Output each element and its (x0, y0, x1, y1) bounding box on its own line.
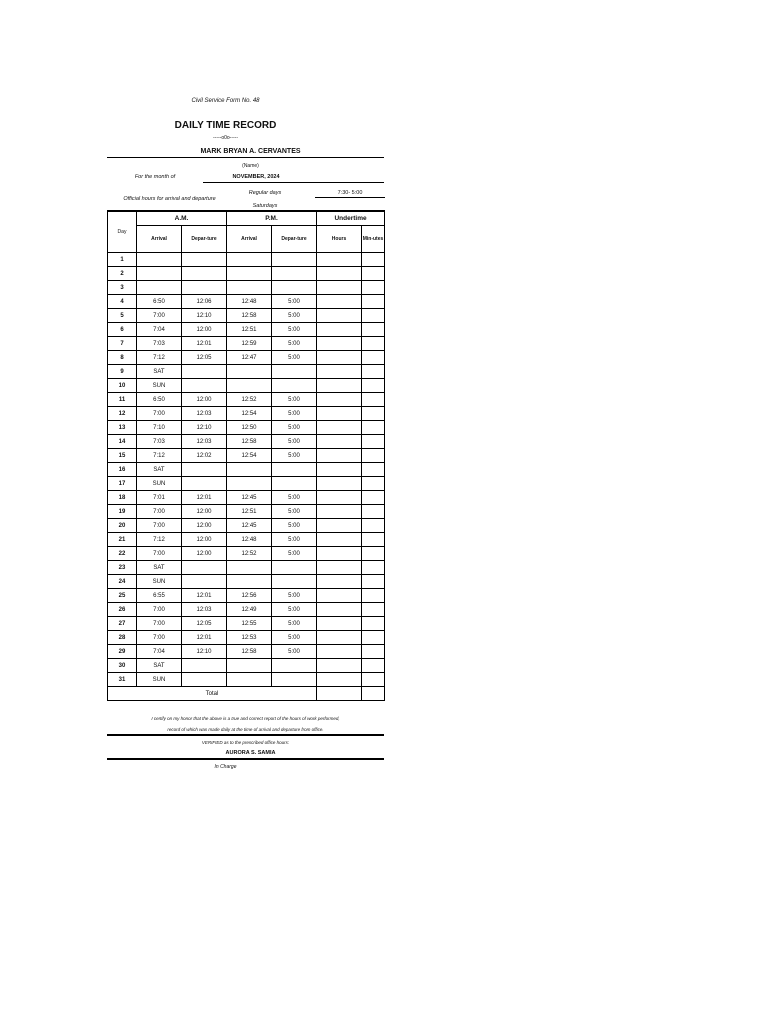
table-row (108, 379, 385, 393)
day-cell: 28 (108, 631, 137, 645)
table-row (108, 323, 385, 337)
certification-text-2: record of which was made daily at the time of arrival and departure from office. (167, 727, 324, 732)
am-departure-cell: 12:10 (182, 645, 227, 659)
undertime-hours-cell (317, 253, 362, 267)
pm-arrival-cell: 12:51 (227, 505, 272, 519)
undertime-hours-cell (317, 533, 362, 547)
table-row (108, 673, 385, 687)
day-cell: 10 (108, 379, 137, 393)
undertime-hours-cell (317, 407, 362, 421)
day-cell: 29 (108, 645, 137, 659)
pm-arrival-cell: 12:54 (227, 449, 272, 463)
pm-departure-cell: 5:00 (272, 533, 317, 547)
table-row (108, 603, 385, 617)
table-row (108, 477, 385, 491)
day-cell: 5 (108, 309, 137, 323)
am-departure-cell: 12:00 (182, 505, 227, 519)
undertime-minutes-cell (362, 463, 385, 477)
am-departure-cell: 12:01 (182, 589, 227, 603)
am-departure-cell: 12:00 (182, 547, 227, 561)
am-arrival-cell: 7:00 (137, 309, 182, 323)
am-arrival-cell: SUN (137, 575, 182, 589)
in-charge-line (107, 758, 384, 760)
table-row (108, 365, 385, 379)
day-cell: 21 (108, 533, 137, 547)
month-value: NOVEMBER, 2024 (232, 174, 280, 180)
am-arrival-cell: 7:04 (137, 645, 182, 659)
pm-arrival-cell: 12:56 (227, 589, 272, 603)
pm-arrival-cell (227, 365, 272, 379)
am-departure-cell: 12:00 (182, 393, 227, 407)
am-arrival-cell: 7:01 (137, 491, 182, 505)
pm-departure-cell: 5:00 (272, 603, 317, 617)
am-departure-cell: 12:01 (182, 631, 227, 645)
undertime-hours-cell (317, 463, 362, 477)
am-departure-cell (182, 477, 227, 491)
undertime-hours-cell (317, 379, 362, 393)
undertime-hours-cell (317, 673, 362, 687)
pm-arrival-cell: 12:59 (227, 337, 272, 351)
day-cell: 23 (108, 561, 137, 575)
am-departure-cell (182, 561, 227, 575)
day-cell: 20 (108, 519, 137, 533)
am-departure-cell: 12:05 (182, 617, 227, 631)
undertime-header: Undertime (317, 211, 385, 226)
undertime-hours-cell (317, 281, 362, 295)
day-cell: 30 (108, 659, 137, 673)
total-label: Total (108, 687, 317, 701)
undertime-hours-cell (317, 337, 362, 351)
undertime-hours-cell (317, 659, 362, 673)
table-row (108, 267, 385, 281)
undertime-minutes-cell (362, 393, 385, 407)
undertime-hours-cell (317, 617, 362, 631)
day-cell: 2 (108, 267, 137, 281)
pm-departure-cell: 5:00 (272, 295, 317, 309)
am-departure-cell: 12:03 (182, 407, 227, 421)
pm-departure-cell: 5:00 (272, 645, 317, 659)
pm-arrival-cell: 12:45 (227, 519, 272, 533)
am-arrival-cell (137, 253, 182, 267)
table-row (108, 589, 385, 603)
day-cell: 15 (108, 449, 137, 463)
table-row (108, 519, 385, 533)
am-departure-cell: 12:00 (182, 323, 227, 337)
am-arrival-cell: 7:03 (137, 337, 182, 351)
table-row (108, 407, 385, 421)
table-row (108, 309, 385, 323)
table-row (108, 351, 385, 365)
day-cell: 9 (108, 365, 137, 379)
time-record-rows (108, 253, 385, 687)
am-arrival-cell (137, 281, 182, 295)
undertime-hours-cell (317, 295, 362, 309)
am-departure-cell: 12:03 (182, 603, 227, 617)
day-cell: 4 (108, 295, 137, 309)
pm-departure-cell (272, 575, 317, 589)
undertime-minutes-header: Min-utes (362, 226, 385, 253)
undertime-hours-header: Hours (317, 226, 362, 253)
undertime-hours-cell (317, 449, 362, 463)
month-label: For the month of (134, 174, 176, 180)
undertime-minutes-cell (362, 365, 385, 379)
form-number: Civil Service Form No. 48 (191, 98, 260, 104)
am-arrival-cell: 7:00 (137, 505, 182, 519)
title-divider: -----o0o----- (213, 135, 238, 141)
undertime-minutes-cell (362, 631, 385, 645)
undertime-minutes-cell (362, 491, 385, 505)
am-departure-header: Depar-ture (182, 226, 227, 253)
undertime-minutes-cell (362, 519, 385, 533)
am-arrival-cell: 7:10 (137, 421, 182, 435)
pm-departure-cell (272, 253, 317, 267)
undertime-minutes-cell (362, 295, 385, 309)
am-header: A.M. (137, 211, 227, 226)
table-row (108, 463, 385, 477)
undertime-hours-cell (317, 547, 362, 561)
pm-arrival-cell (227, 253, 272, 267)
pm-departure-cell (272, 267, 317, 281)
pm-departure-cell (272, 659, 317, 673)
undertime-minutes-cell (362, 673, 385, 687)
undertime-minutes-cell (362, 533, 385, 547)
pm-arrival-cell: 12:52 (227, 547, 272, 561)
pm-departure-cell: 5:00 (272, 491, 317, 505)
undertime-hours-cell (317, 309, 362, 323)
undertime-hours-cell (317, 267, 362, 281)
am-arrival-cell: SAT (137, 365, 182, 379)
am-arrival-cell: SUN (137, 673, 182, 687)
undertime-minutes-cell (362, 435, 385, 449)
am-departure-cell: 12:10 (182, 309, 227, 323)
pm-departure-cell (272, 281, 317, 295)
undertime-hours-cell (317, 575, 362, 589)
official-hours-label: Official hours for arrival and departure (123, 196, 216, 202)
table-row (108, 631, 385, 645)
pm-arrival-cell: 12:48 (227, 533, 272, 547)
undertime-minutes-cell (362, 477, 385, 491)
undertime-hours-cell (317, 519, 362, 533)
day-cell: 13 (108, 421, 137, 435)
name-underline (107, 157, 384, 158)
pm-arrival-cell (227, 673, 272, 687)
table-row (108, 435, 385, 449)
name-caption: (Name) (242, 163, 259, 169)
am-departure-cell (182, 463, 227, 477)
table-row (108, 561, 385, 575)
am-departure-cell: 12:01 (182, 337, 227, 351)
employee-name: MARK BRYAN A. CERVANTES (200, 148, 301, 155)
undertime-minutes-cell (362, 379, 385, 393)
table-row (108, 659, 385, 673)
in-charge-name: AURORA S. SAMIA (225, 750, 276, 756)
undertime-minutes-cell (362, 281, 385, 295)
am-departure-cell (182, 659, 227, 673)
pm-departure-cell (272, 673, 317, 687)
am-departure-cell: 12:10 (182, 421, 227, 435)
am-arrival-cell: 7:12 (137, 533, 182, 547)
am-departure-cell: 12:00 (182, 533, 227, 547)
pm-departure-cell: 5:00 (272, 617, 317, 631)
am-arrival-cell: 7:12 (137, 449, 182, 463)
undertime-hours-cell (317, 491, 362, 505)
undertime-hours-cell (317, 631, 362, 645)
am-arrival-cell: SUN (137, 477, 182, 491)
pm-departure-cell: 5:00 (272, 393, 317, 407)
am-departure-cell (182, 267, 227, 281)
day-cell: 1 (108, 253, 137, 267)
table-row (108, 617, 385, 631)
am-arrival-cell: SAT (137, 561, 182, 575)
pm-arrival-cell: 12:53 (227, 631, 272, 645)
pm-arrival-cell (227, 659, 272, 673)
undertime-hours-cell (317, 435, 362, 449)
day-cell: 19 (108, 505, 137, 519)
am-departure-cell (182, 281, 227, 295)
pm-departure-cell: 5:00 (272, 519, 317, 533)
undertime-minutes-cell (362, 659, 385, 673)
day-cell: 22 (108, 547, 137, 561)
pm-arrival-cell: 12:47 (227, 351, 272, 365)
pm-departure-cell: 5:00 (272, 323, 317, 337)
am-arrival-cell: 7:00 (137, 519, 182, 533)
undertime-hours-cell (317, 505, 362, 519)
undertime-minutes-cell (362, 603, 385, 617)
am-arrival-cell: SAT (137, 463, 182, 477)
time-record-table (107, 210, 385, 701)
pm-arrival-cell (227, 379, 272, 393)
pm-arrival-cell: 12:58 (227, 645, 272, 659)
regular-days-underline (315, 197, 385, 198)
pm-departure-cell: 5:00 (272, 589, 317, 603)
pm-departure-cell: 5:00 (272, 435, 317, 449)
day-header: Day (108, 211, 137, 253)
am-arrival-cell: 7:00 (137, 603, 182, 617)
pm-arrival-cell (227, 561, 272, 575)
signature-line (107, 734, 384, 736)
am-arrival-cell: 6:50 (137, 295, 182, 309)
day-cell: 18 (108, 491, 137, 505)
undertime-hours-cell (317, 393, 362, 407)
undertime-minutes-cell (362, 575, 385, 589)
table-row (108, 421, 385, 435)
day-cell: 27 (108, 617, 137, 631)
pm-departure-cell: 5:00 (272, 337, 317, 351)
table-row (108, 449, 385, 463)
pm-arrival-cell (227, 477, 272, 491)
pm-arrival-cell (227, 575, 272, 589)
pm-arrival-cell: 12:50 (227, 421, 272, 435)
certification-text: I certify on my honor that the above is a true and correct report of the hours of work performed, (151, 716, 340, 721)
day-cell: 24 (108, 575, 137, 589)
undertime-minutes-cell (362, 617, 385, 631)
day-cell: 12 (108, 407, 137, 421)
total-hours-cell (317, 687, 362, 701)
day-cell: 26 (108, 603, 137, 617)
am-arrival-cell: 7:04 (137, 323, 182, 337)
pm-arrival-cell: 12:48 (227, 295, 272, 309)
pm-departure-cell: 5:00 (272, 421, 317, 435)
pm-departure-cell (272, 365, 317, 379)
undertime-hours-cell (317, 561, 362, 575)
in-charge-caption: In Charge (214, 764, 237, 770)
day-cell: 16 (108, 463, 137, 477)
pm-departure-cell: 5:00 (272, 631, 317, 645)
am-departure-cell: 12:06 (182, 295, 227, 309)
total-minutes-cell (362, 687, 385, 701)
undertime-minutes-cell (362, 645, 385, 659)
pm-departure-cell: 5:00 (272, 351, 317, 365)
pm-header: P.M. (227, 211, 317, 226)
undertime-minutes-cell (362, 561, 385, 575)
pm-arrival-header: Arrival (227, 226, 272, 253)
table-row (108, 281, 385, 295)
regular-days-value: 7:30- 5:00 (337, 190, 363, 196)
pm-departure-cell: 5:00 (272, 547, 317, 561)
pm-departure-header: Depar-ture (272, 226, 317, 253)
undertime-minutes-cell (362, 449, 385, 463)
am-arrival-cell (137, 267, 182, 281)
am-departure-cell (182, 379, 227, 393)
pm-arrival-cell: 12:52 (227, 393, 272, 407)
undertime-minutes-cell (362, 407, 385, 421)
day-cell: 25 (108, 589, 137, 603)
undertime-hours-cell (317, 645, 362, 659)
undertime-hours-cell (317, 351, 362, 365)
am-departure-cell: 12:05 (182, 351, 227, 365)
pm-departure-cell: 5:00 (272, 407, 317, 421)
pm-arrival-cell (227, 463, 272, 477)
am-departure-cell: 12:01 (182, 491, 227, 505)
pm-departure-cell (272, 463, 317, 477)
undertime-minutes-cell (362, 589, 385, 603)
am-departure-cell (182, 673, 227, 687)
pm-arrival-cell: 12:58 (227, 309, 272, 323)
table-row (108, 253, 385, 267)
am-departure-cell: 12:02 (182, 449, 227, 463)
undertime-minutes-cell (362, 309, 385, 323)
table-row (108, 393, 385, 407)
am-departure-cell: 12:00 (182, 519, 227, 533)
page-title: DAILY TIME RECORD (174, 120, 277, 131)
day-cell: 31 (108, 673, 137, 687)
table-row (108, 533, 385, 547)
pm-departure-cell (272, 379, 317, 393)
pm-departure-cell: 5:00 (272, 309, 317, 323)
day-cell: 8 (108, 351, 137, 365)
day-cell: 14 (108, 435, 137, 449)
pm-departure-cell: 5:00 (272, 449, 317, 463)
pm-departure-cell (272, 561, 317, 575)
am-arrival-cell: 7:00 (137, 547, 182, 561)
day-cell: 11 (108, 393, 137, 407)
pm-arrival-cell: 12:51 (227, 323, 272, 337)
pm-arrival-cell: 12:54 (227, 407, 272, 421)
regular-days-label: Regular days (248, 190, 282, 196)
undertime-hours-cell (317, 589, 362, 603)
undertime-hours-cell (317, 323, 362, 337)
am-arrival-cell: 7:00 (137, 617, 182, 631)
am-arrival-cell: 7:12 (137, 351, 182, 365)
pm-arrival-cell: 12:45 (227, 491, 272, 505)
am-departure-cell (182, 575, 227, 589)
am-arrival-cell: 7:03 (137, 435, 182, 449)
pm-arrival-cell: 12:49 (227, 603, 272, 617)
pm-arrival-cell (227, 281, 272, 295)
table-row (108, 505, 385, 519)
table-row (108, 575, 385, 589)
pm-arrival-cell: 12:55 (227, 617, 272, 631)
am-departure-cell (182, 253, 227, 267)
undertime-hours-cell (317, 477, 362, 491)
am-departure-cell (182, 365, 227, 379)
saturdays-label: Saturdays (252, 203, 278, 209)
undertime-minutes-cell (362, 337, 385, 351)
pm-departure-cell: 5:00 (272, 505, 317, 519)
undertime-minutes-cell (362, 253, 385, 267)
undertime-hours-cell (317, 603, 362, 617)
undertime-minutes-cell (362, 505, 385, 519)
pm-arrival-cell (227, 267, 272, 281)
table-row (108, 337, 385, 351)
undertime-minutes-cell (362, 547, 385, 561)
undertime-minutes-cell (362, 351, 385, 365)
am-arrival-cell: 6:55 (137, 589, 182, 603)
undertime-minutes-cell (362, 323, 385, 337)
table-row (108, 295, 385, 309)
am-departure-cell: 12:03 (182, 435, 227, 449)
table-row (108, 645, 385, 659)
pm-departure-cell (272, 477, 317, 491)
day-cell: 3 (108, 281, 137, 295)
undertime-hours-cell (317, 421, 362, 435)
table-row (108, 547, 385, 561)
am-arrival-cell: 6:50 (137, 393, 182, 407)
undertime-hours-cell (317, 365, 362, 379)
month-underline (203, 182, 384, 183)
pm-arrival-cell: 12:58 (227, 435, 272, 449)
am-arrival-cell: SUN (137, 379, 182, 393)
am-arrival-header: Arrival (137, 226, 182, 253)
day-cell: 6 (108, 323, 137, 337)
am-arrival-cell: 7:00 (137, 631, 182, 645)
verified-text: VERIFIED as to the prescribed office hours: (201, 740, 290, 745)
undertime-minutes-cell (362, 267, 385, 281)
am-arrival-cell: 7:00 (137, 407, 182, 421)
table-row (108, 491, 385, 505)
day-cell: 17 (108, 477, 137, 491)
am-arrival-cell: SAT (137, 659, 182, 673)
undertime-minutes-cell (362, 421, 385, 435)
day-cell: 7 (108, 337, 137, 351)
